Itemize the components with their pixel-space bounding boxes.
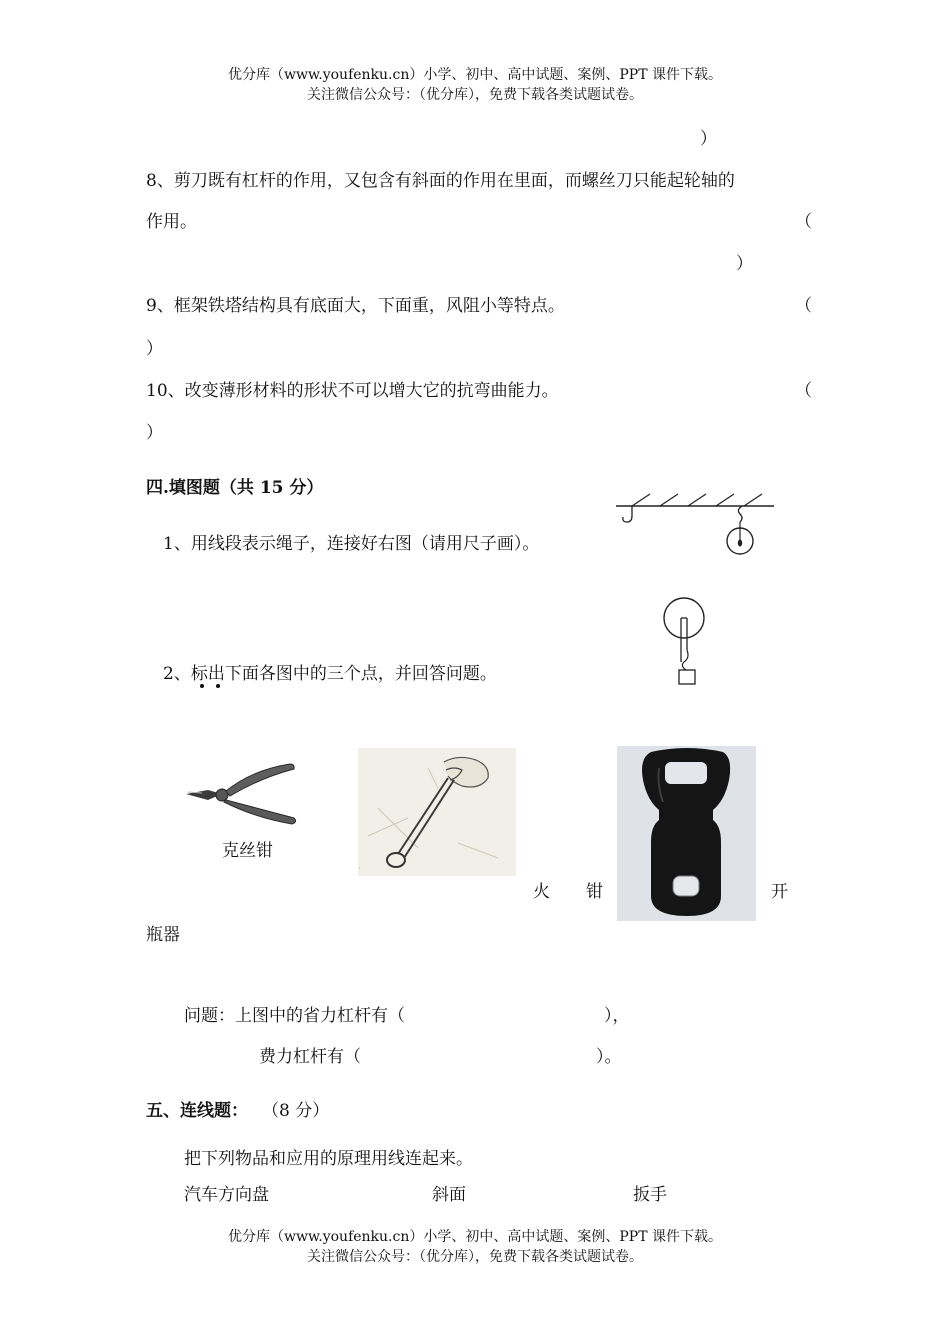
question-effort-wasting-prefix: 费力杠杆有（ [259,1047,361,1067]
section-5-score: （8 分） [262,1101,330,1121]
svg-text:·: · [358,864,362,875]
question-effort-wasting-suffix: ）。 [596,1047,622,1067]
match-item-inclined-plane: 斜面 [432,1185,466,1205]
question-effort-saving-suffix: ）， [604,1006,630,1026]
section-5-instruction: 把下列物品和应用的原理用线连起来。 [184,1149,473,1169]
q10-open-paren: （ [795,381,812,401]
bottle-opener-image [617,746,756,921]
q10-text: 10、改变薄形材料的形状不可以增大它的抗弯曲能力。 [146,381,559,401]
question-effort-saving-prefix: 问题：上图中的省力杠杆有（ [184,1006,405,1026]
match-item-wrench: 扳手 [633,1185,667,1205]
q8-open-paren: （ [795,212,812,232]
match-item-steering-wheel: 汽车方向盘 [184,1185,269,1205]
pulley-diagram-top [610,488,780,558]
footer-line-2: 关注微信公众号：（优分库），免费下载各类试题试卷。 [307,1249,643,1265]
fire-tongs-image [358,748,516,876]
q9-close-paren: ） [146,339,163,359]
emphasis-dot [200,684,204,688]
label-wire-cutter: 克丝钳 [222,841,273,861]
q9-text: 9、框架铁塔结构具有底面大，下面重，风阻小等特点。 [146,296,565,316]
emphasis-dot [216,684,220,688]
footer-line-1: 优分库（www.youfenku.cn）小学、初中、高中试题、案例、PPT 课件下载。 [227,1229,722,1245]
q8-line-1: 8、剪刀既有杠杆的作用，又包含有斜面的作用在里面，而螺丝刀只能起轮轴的 [146,171,735,191]
prev-close-paren: ） [700,129,717,149]
wire-cutter-image [182,756,302,828]
section-4-q1: 1、用线段表示绳子，连接好右图（请用尺子画）。 [163,534,540,554]
header-line-1: 优分库（www.youfenku.cn）小学、初中、高中试题、案例、PPT 课件下载。 [227,67,722,83]
section-4-q2: 2、标出下面各图中的三个点，并回答问题。 [163,664,497,684]
q8-line-2: 作用。 [146,212,197,232]
header-line-2: 关注微信公众号：（优分库），免费下载各类试题试卷。 [307,87,643,103]
label-fire-tongs-1: 火 [533,882,550,902]
pulley-diagram-bottom [656,596,716,690]
section-4-title: 四.填图题（共 15 分） [146,478,324,498]
section-5-title: 五、连线题： [146,1101,248,1121]
q8-close-paren: ） [736,254,753,274]
label-bottle-opener-1: 开 [771,882,788,902]
label-fire-tongs-2: 钳 [586,882,603,902]
label-bottle-opener-2: 瓶器 [146,925,180,945]
q10-close-paren: ） [146,423,163,443]
q9-open-paren: （ [795,296,812,316]
